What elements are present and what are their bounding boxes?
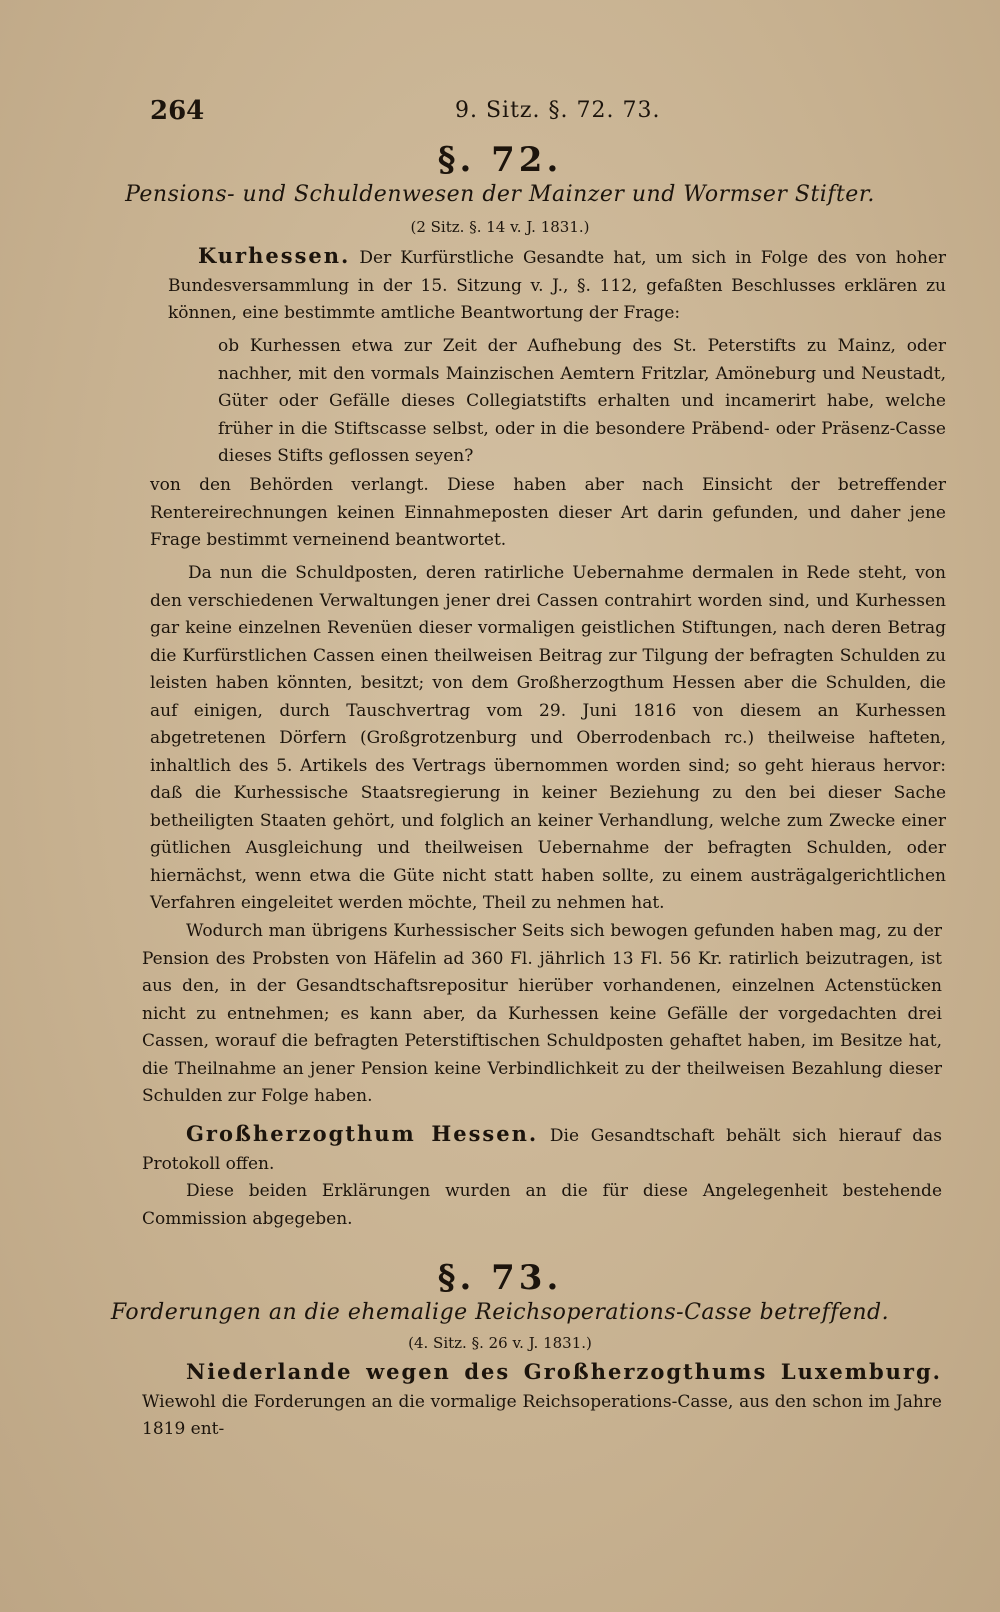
running-head: 9. Sitz. §. 72. 73. xyxy=(455,98,661,123)
section-72-paragraph-1 xyxy=(168,242,946,328)
state-name-kurhessen: Kurhessen. xyxy=(198,243,351,268)
section-72-paragraph-4 xyxy=(142,1120,942,1178)
section-72-quoted-question: ob Kurhessen etwa zur Zeit der Aufhebung des St. Peterstifts zu Mainz, oder nachher, mit den vormals Mainzischen Aemtern Fritzlar, Amöneburg und Neustadt, Güter oder Gefälle dieses Collegiatstifts erhalten und incamerirt habe, welche früher in die Stiftscasse selbst, oder in die besondere Präbend- oder Präsenz-Casse dieses Stifts geflossen seyen? xyxy=(218,336,946,466)
paragraph-text: Wiewohl die Forderungen an die vormalige Reichsoperations-Casse, aus den schon im Jahre 1819 ent- xyxy=(142,1391,942,1439)
section-72-number: §. 72. xyxy=(437,140,563,180)
section-72-source: (2 Sitz. §. 14 v. J. 1831.) xyxy=(410,218,590,236)
section-72-title: Pensions- und Schuldenwesen der Mainzer und Wormser Stifter. xyxy=(125,182,875,207)
section-72-paragraph-3: Wodurch man übrigens Kurhessischer Seits sich bewogen gefunden haben mag, zu der Pension des Probsten von Häfelin ad 360 Fl. jährlich 13 Fl. 56 Kr. ratirlich beizutragen, ist aus den, in der Gesandtschaftsrepositur hierüber vorhandenen, einzelnen Actenstücken nicht zu entnehmen; es kann aber, da Kurhessen keine Gefälle der vorgedachten drei Cassen, worauf die befragten Peterstiftischen Schuldposten gehaftet haben, im Besitze hat, die Theilnahme an jener Pension keine Verbindlichkeit zu der theilweisen Bezahlung dieser Schulden zur Folge haben. xyxy=(142,921,942,1106)
section-73-number: §. 73. xyxy=(437,1258,563,1298)
page-header xyxy=(150,96,930,130)
paragraph-text: Der Kurfürstliche Gesandte hat, um sich in Folge des von hoher Bundesversammlung in der 15. Sitzung v. J., §. 112, gefaßten Beschlusses erklären zu können, eine bestimmte amtliche Beantwortung der Frage: xyxy=(168,248,947,323)
section-72-paragraph-2: Da nun die Schuldposten, deren ratirliche Uebernahme dermalen in Rede steht, von den verschiedenen Verwaltungen jener drei Cassen contrahirt worden sind, und Kurhessen gar keine einzelnen Revenüen dieser vormaligen geistlichen Stiftungen, nach deren Betrag die Kurfürstlichen Cassen einen theilweisen Beitrag zur Tilgung der befragten Schulden zu leisten haben könnten, besitzt; von dem Großherzogthum Hessen aber die Schulden, die auf einigen, durch Tauschvertrag vom 29. Juni 1816 von diesem an Kurhessen abgetretenen Dörfern (Großgrotzenburg und Oberrodenbach rc.) theilweise hafteten, inhaltlich des 5. Artikels des Vertrags übernommen worden sind; so geht hieraus hervor: daß die Kurhessische Staatsregierung in keiner Beziehung zu den bei dieser Sache betheiligten Staaten gehört, und folglich an keiner Verhandlung, welche zum Zwecke einer gütlichen Ausgleichung und theilweisen Uebernahme der befragten Schulden, oder hiernächst, wenn etwa die Güte nicht statt haben sollte, zu einem austrägalgerichtlichen Verfahren eingeleitet werden möchte, Theil zu nehmen hat. xyxy=(150,563,946,913)
section-72-paragraph-1-continued: von den Behörden verlangt. Diese haben aber nach Einsicht der betreffender Rentereirechnungen keinen Einnahmeposten dieser Art darin gefunden, und daher jene Frage bestimmt verneinend beantwortet. xyxy=(150,475,946,550)
section-73-source: (4. Sitz. §. 26 v. J. 1831.) xyxy=(408,1334,592,1352)
section-73-title: Forderungen an die ehemalige Reichsoperations-Casse betreffend. xyxy=(110,1300,890,1325)
state-name-niederlande: Niederlande wegen des Großherzogthums Luxemburg. xyxy=(186,1359,942,1384)
page-number: 264 xyxy=(150,96,205,126)
section-72-paragraph-5: Diese beiden Erklärungen wurden an die für diese Angelegenheit bestehende Commission abgegeben. xyxy=(142,1181,942,1229)
section-73-paragraph-1 xyxy=(142,1358,942,1444)
paragraph-text: Die Gesandtschaft behält sich hierauf das Protokoll offen. xyxy=(142,1126,942,1174)
state-name-grossherzogthum-hessen: Großherzogthum Hessen. xyxy=(186,1121,539,1146)
